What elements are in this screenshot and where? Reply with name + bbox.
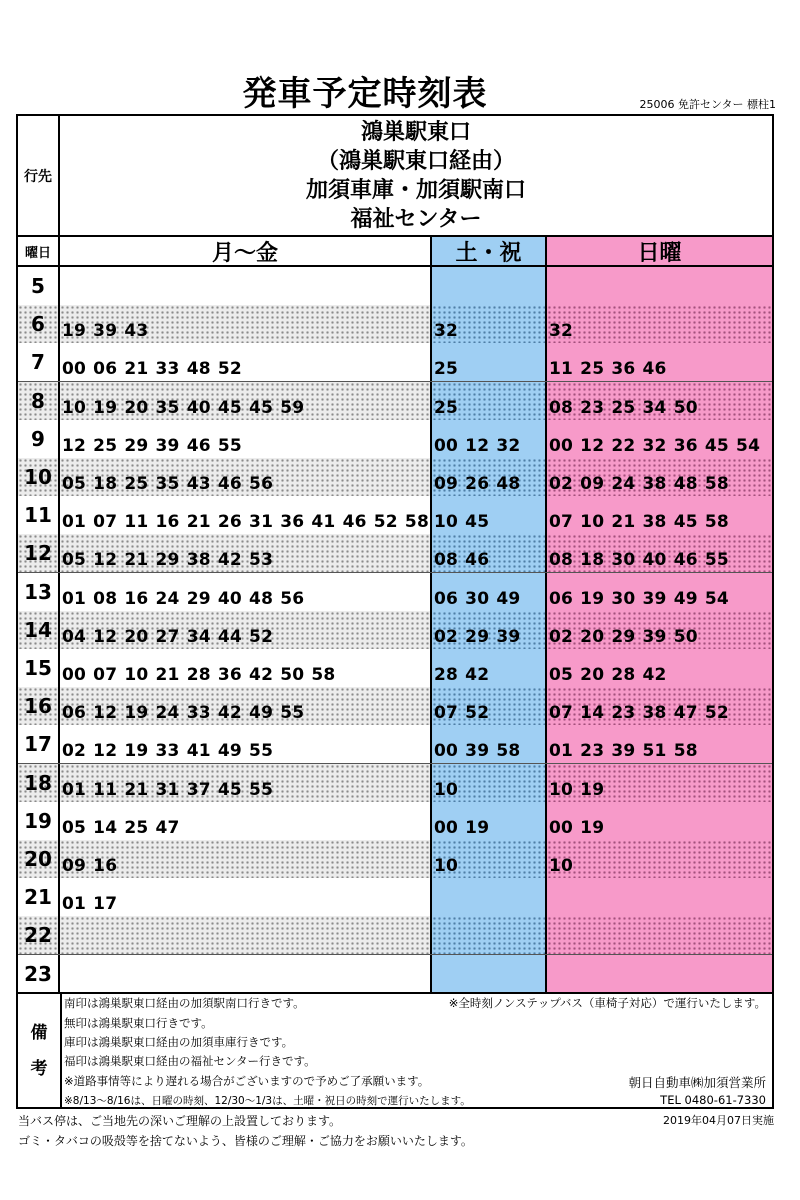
minutes-text: 09 26 48 bbox=[434, 474, 521, 494]
weekday-cell bbox=[60, 267, 432, 305]
saturday-cell bbox=[432, 878, 547, 916]
minutes-text: 02 20 29 39 50 bbox=[549, 626, 698, 647]
minutes-text: 06 19 30 39 49 54 bbox=[549, 588, 729, 609]
note-line: ※道路事情等により遅れる場合がございますので予めご了承願います。 bbox=[64, 1074, 430, 1088]
minutes-text: 10 bbox=[549, 856, 574, 876]
minutes-text: 08 46 bbox=[434, 550, 490, 571]
destination-label: 行先 bbox=[18, 116, 60, 237]
weekday-cell bbox=[60, 764, 432, 802]
minutes-text: 10 45 bbox=[434, 512, 490, 533]
minutes-text: 25 bbox=[434, 359, 459, 380]
timetable-frame bbox=[16, 114, 774, 1109]
hour-cell: 20 bbox=[18, 840, 60, 878]
weekday-cell bbox=[60, 382, 432, 420]
hour-cell: 18 bbox=[18, 764, 60, 802]
table-row bbox=[18, 649, 772, 688]
table-row bbox=[18, 802, 772, 841]
footer-date: 2019年04月07日実施 bbox=[663, 1114, 774, 1127]
hour-cell: 22 bbox=[18, 916, 60, 954]
saturday-cell bbox=[432, 458, 547, 496]
sunday-cell bbox=[547, 840, 772, 878]
hour-cell: 13 bbox=[18, 573, 60, 611]
saturday-cell bbox=[432, 267, 547, 305]
hour-cell: 7 bbox=[18, 343, 60, 381]
hour-cell: 10 bbox=[18, 458, 60, 496]
note-line: 福印は鴻巣駅東口経由の福祉センター行きです。 bbox=[64, 1054, 316, 1068]
table-row bbox=[18, 764, 772, 803]
destination-line: 加須車庫・加須駅南口 bbox=[305, 177, 526, 203]
weekday-cell bbox=[60, 916, 432, 954]
minutes-text: 00 07 10 21 28 36 42 50 58 bbox=[62, 665, 336, 685]
table-row bbox=[18, 955, 772, 994]
saturday-header: 土・祝 bbox=[432, 237, 547, 265]
minutes-text: 32 bbox=[549, 321, 574, 342]
sunday-cell bbox=[547, 458, 772, 496]
saturday-cell bbox=[432, 725, 547, 763]
hour-cell: 8 bbox=[18, 382, 60, 420]
saturday-cell bbox=[432, 382, 547, 420]
sunday-cell bbox=[547, 573, 772, 611]
weekday-cell bbox=[60, 534, 432, 572]
table-row bbox=[18, 573, 772, 612]
minutes-text: 05 18 25 35 43 46 56 bbox=[62, 474, 274, 494]
sunday-cell bbox=[547, 534, 772, 572]
minutes-text: 06 30 49 bbox=[434, 588, 521, 609]
minutes-text: 10 bbox=[434, 779, 459, 800]
table-row bbox=[18, 305, 772, 344]
day-header-row bbox=[18, 237, 772, 267]
weekday-cell bbox=[60, 649, 432, 687]
sunday-cell bbox=[547, 878, 772, 916]
minutes-text: 10 19 20 35 40 45 45 59 bbox=[62, 397, 305, 418]
sunday-cell bbox=[547, 916, 772, 954]
notes-label bbox=[18, 994, 62, 1107]
minutes-text: 08 18 30 40 46 55 bbox=[549, 550, 729, 571]
hour-cell: 16 bbox=[18, 687, 60, 725]
weekday-cell bbox=[60, 802, 432, 840]
weekday-cell bbox=[60, 420, 432, 458]
minutes-text: 25 bbox=[434, 397, 459, 418]
weekday-cell bbox=[60, 573, 432, 611]
table-row bbox=[18, 840, 772, 879]
minutes-text: 00 12 22 32 36 45 54 bbox=[549, 435, 761, 456]
destination-line: 福祉センター bbox=[350, 206, 482, 232]
note-line: 無印は鴻巣駅東口行きです。 bbox=[64, 1016, 213, 1030]
stop-code: 25006 免許センター 標柱1 bbox=[639, 98, 776, 111]
minutes-text: 10 19 bbox=[549, 779, 605, 800]
minutes-text: 00 39 58 bbox=[434, 741, 521, 762]
table-row bbox=[18, 534, 772, 573]
saturday-cell bbox=[432, 687, 547, 725]
minutes-text: 19 39 43 bbox=[62, 321, 149, 342]
weekday-cell bbox=[60, 458, 432, 496]
sunday-cell bbox=[547, 382, 772, 420]
minutes-text: 00 12 32 bbox=[434, 435, 521, 456]
hour-cell: 23 bbox=[18, 955, 60, 993]
hour-cell: 17 bbox=[18, 725, 60, 763]
saturday-cell bbox=[432, 420, 547, 458]
weekday-cell bbox=[60, 687, 432, 725]
weekday-header: 月～金 bbox=[60, 237, 432, 265]
saturday-cell bbox=[432, 764, 547, 802]
table-row bbox=[18, 343, 772, 382]
saturday-cell bbox=[432, 534, 547, 572]
minutes-text: 06 12 19 24 33 42 49 55 bbox=[62, 703, 305, 724]
minutes-text: 05 14 25 47 bbox=[62, 817, 180, 838]
minutes-text: 00 06 21 33 48 52 bbox=[62, 359, 242, 380]
operator-name: 朝日自動車㈱加須営業所 bbox=[628, 1075, 766, 1090]
saturday-cell bbox=[432, 343, 547, 381]
minutes-text: 01 07 11 16 21 26 31 36 41 46 52 58 bbox=[62, 512, 429, 533]
weekday-cell bbox=[60, 343, 432, 381]
minutes-text: 07 14 23 38 47 52 bbox=[549, 703, 729, 724]
table-row bbox=[18, 916, 772, 955]
sunday-header: 日曜 bbox=[547, 237, 772, 265]
saturday-cell bbox=[432, 305, 547, 343]
sunday-cell bbox=[547, 420, 772, 458]
minutes-text: 07 52 bbox=[434, 703, 490, 724]
table-row bbox=[18, 496, 772, 535]
minutes-text: 32 bbox=[434, 321, 459, 342]
minutes-text: 01 11 21 31 37 45 55 bbox=[62, 779, 274, 800]
saturday-cell bbox=[432, 611, 547, 649]
minutes-text: 02 29 39 bbox=[434, 626, 521, 647]
footer-line: ゴミ・タバコの吸殻等を捨てないよう、皆様のご理解・ご協力をお願いいたします。 bbox=[18, 1134, 473, 1148]
notes-body bbox=[64, 995, 768, 1107]
sunday-cell bbox=[547, 687, 772, 725]
sunday-cell bbox=[547, 725, 772, 763]
destination-line: （鴻巣駅東口経由） bbox=[316, 148, 515, 174]
saturday-cell bbox=[432, 955, 547, 993]
sunday-cell bbox=[547, 496, 772, 534]
notes-section bbox=[18, 992, 772, 1107]
minutes-text: 08 23 25 34 50 bbox=[549, 397, 698, 418]
table-row bbox=[18, 687, 772, 726]
minutes-text: 00 19 bbox=[434, 817, 490, 838]
table-row bbox=[18, 878, 772, 917]
minutes-text: 01 08 16 24 29 40 48 56 bbox=[62, 588, 305, 609]
hour-cell: 5 bbox=[18, 267, 60, 305]
minutes-text: 01 23 39 51 58 bbox=[549, 741, 698, 762]
minutes-text: 12 25 29 39 46 55 bbox=[62, 435, 242, 456]
hour-cell: 11 bbox=[18, 496, 60, 534]
sunday-cell bbox=[547, 611, 772, 649]
weekday-cell bbox=[60, 496, 432, 534]
minutes-text: 10 bbox=[434, 856, 459, 876]
weekday-cell bbox=[60, 725, 432, 763]
notes-label-char: 考 bbox=[30, 1058, 48, 1079]
note-line: 南印は鴻巣駅東口経由の加須駅南口行きです。 bbox=[64, 996, 305, 1010]
table-row bbox=[18, 382, 772, 421]
hour-cell: 6 bbox=[18, 305, 60, 343]
hour-cell: 14 bbox=[18, 611, 60, 649]
table-row bbox=[18, 458, 772, 497]
footer-line: 当バス停は、ご当地先の深いご理解の上設置しております。 bbox=[18, 1114, 342, 1128]
minutes-text: 00 19 bbox=[549, 817, 605, 838]
saturday-cell bbox=[432, 649, 547, 687]
notes-label-char: 備 bbox=[30, 1022, 48, 1043]
saturday-cell bbox=[432, 496, 547, 534]
saturday-cell bbox=[432, 573, 547, 611]
weekday-cell bbox=[60, 878, 432, 916]
hour-cell: 19 bbox=[18, 802, 60, 840]
minutes-text: 11 25 36 46 bbox=[549, 359, 667, 380]
operator-tel: TEL 0480-61-7330 bbox=[660, 1093, 766, 1107]
weekday-cell bbox=[60, 840, 432, 878]
weekday-cell bbox=[60, 611, 432, 649]
nonstep-note: ※全時刻ノンステップバス（車椅子対応）で運行いたします。 bbox=[448, 996, 766, 1010]
minutes-text: 05 12 21 29 38 42 53 bbox=[62, 550, 274, 571]
sunday-cell bbox=[547, 267, 772, 305]
minutes-text: 02 12 19 33 41 49 55 bbox=[62, 741, 274, 762]
minutes-text: 09 16 bbox=[62, 856, 118, 876]
weekday-cell bbox=[60, 955, 432, 993]
sunday-cell bbox=[547, 649, 772, 687]
hour-cell: 15 bbox=[18, 649, 60, 687]
sunday-cell bbox=[547, 802, 772, 840]
destination-line: 鴻巣駅東口 bbox=[360, 119, 471, 145]
sunday-cell bbox=[547, 343, 772, 381]
note-line: 庫印は鴻巣駅東口経由の加須車庫行きです。 bbox=[64, 1035, 294, 1049]
table-row bbox=[18, 725, 772, 764]
sunday-cell bbox=[547, 955, 772, 993]
minutes-text: 02 09 24 38 48 58 bbox=[549, 474, 729, 494]
timetable-title: 発車予定時刻表 bbox=[242, 74, 488, 114]
minutes-text: 04 12 20 27 34 44 52 bbox=[62, 626, 274, 647]
note-line: ※8/13～8/16は、日曜の時刻、12/30～1/3は、土曜・祝日の時刻で運行いたします。 bbox=[64, 1095, 471, 1107]
weekday-cell bbox=[60, 305, 432, 343]
table-row bbox=[18, 611, 772, 650]
saturday-cell bbox=[432, 916, 547, 954]
sunday-cell bbox=[547, 305, 772, 343]
sunday-cell bbox=[547, 764, 772, 802]
hour-cell: 12 bbox=[18, 534, 60, 572]
saturday-cell bbox=[432, 840, 547, 878]
destination-lines bbox=[60, 116, 772, 237]
minutes-text: 28 42 bbox=[434, 665, 490, 685]
minutes-text: 01 17 bbox=[62, 894, 118, 915]
hour-cell: 21 bbox=[18, 878, 60, 916]
minutes-text: 05 20 28 42 bbox=[549, 665, 667, 685]
hour-cell: 9 bbox=[18, 420, 60, 458]
table-row bbox=[18, 420, 772, 459]
table-row bbox=[18, 267, 772, 306]
saturday-cell bbox=[432, 802, 547, 840]
minutes-text: 07 10 21 38 45 58 bbox=[549, 512, 729, 533]
day-label: 曜日 bbox=[18, 237, 60, 265]
